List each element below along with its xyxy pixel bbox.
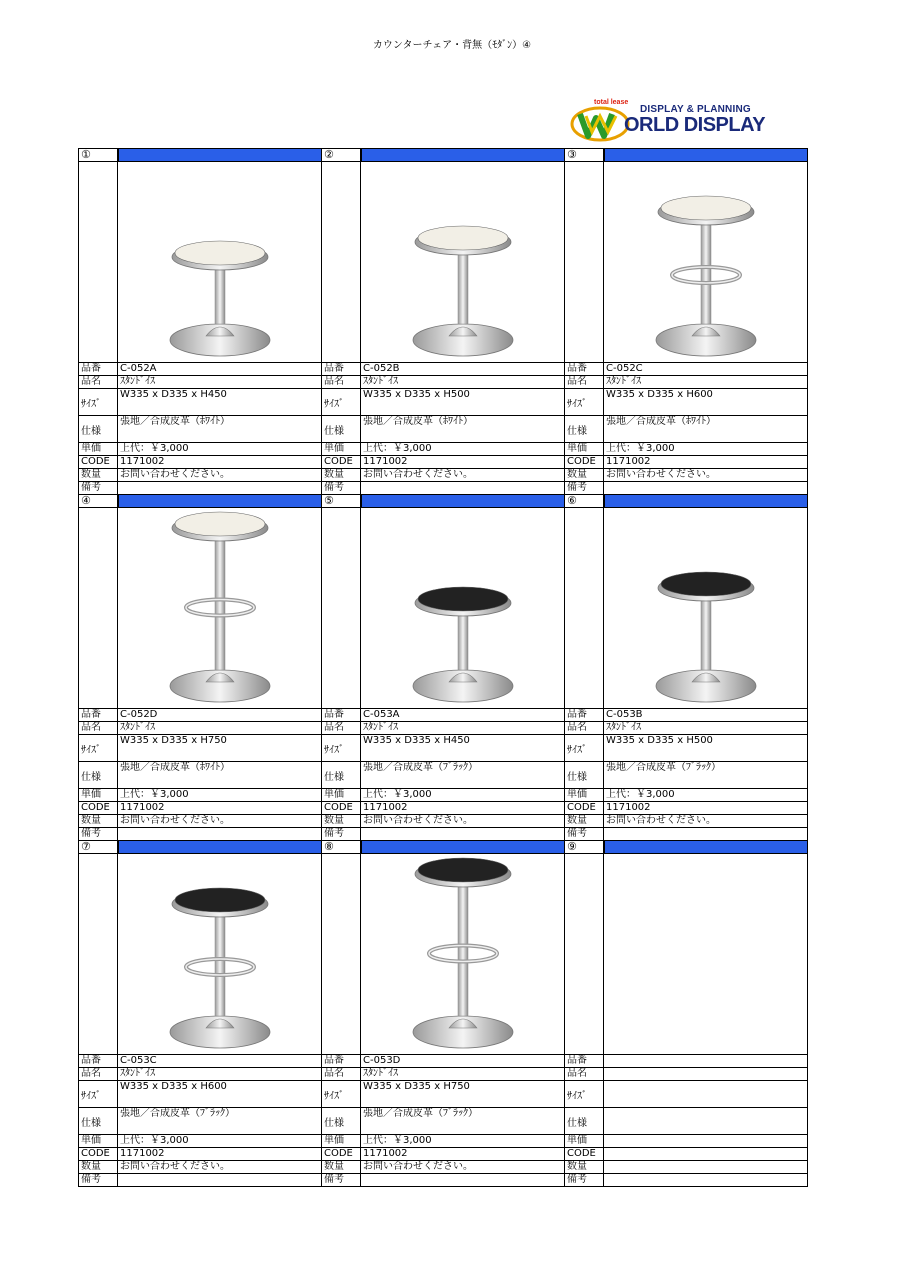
w-mark-icon <box>570 104 630 144</box>
spec-label: ｻｲｽﾞ <box>321 389 361 415</box>
spec-label: 品番 <box>321 709 361 721</box>
spec-label: 数量 <box>321 815 361 827</box>
spec-value <box>118 482 322 494</box>
spec-table <box>321 362 565 495</box>
spec-value: C-053C <box>118 1055 322 1067</box>
product-cell <box>321 840 565 1186</box>
spec-row-hinmei <box>321 721 565 734</box>
spec-row-tanka <box>78 442 322 455</box>
spec-label: CODE <box>564 1148 604 1160</box>
spec-row-hinban <box>321 1054 565 1067</box>
spec-label: 単価 <box>78 789 118 801</box>
product-cell <box>321 494 565 840</box>
spec-value: W335 x D335 x H500 <box>361 389 565 415</box>
spec-label: 単価 <box>321 1135 361 1147</box>
cell-header <box>321 840 565 854</box>
left-column <box>78 854 118 1054</box>
spec-label: 備考 <box>321 482 361 494</box>
logo-small-text: total lease <box>594 99 629 106</box>
spec-value: 張地／合成皮革（ﾌﾞﾗｯｸ） <box>361 762 565 788</box>
spec-row-code <box>564 455 808 468</box>
item-number: ⑥ <box>564 494 604 508</box>
spec-label: 仕様 <box>78 1108 118 1134</box>
spec-value <box>604 1055 808 1067</box>
spec-row-hinban <box>564 708 808 721</box>
spec-value: W335 x D335 x H450 <box>361 735 565 761</box>
spec-value <box>361 828 565 840</box>
spec-value: ｽﾀﾝﾄﾞｲｽ <box>118 376 322 388</box>
spec-value: 1171002 <box>118 802 322 814</box>
spec-label: 数量 <box>78 1161 118 1173</box>
spec-row-suuryou <box>321 1160 565 1173</box>
spec-value: C-052C <box>604 363 808 375</box>
spec-row-hinmei <box>564 1067 808 1080</box>
cell-header <box>564 494 808 508</box>
spec-label: 品番 <box>564 363 604 375</box>
spec-row-tanka <box>564 788 808 801</box>
spec-table <box>564 708 808 841</box>
item-number: ⑤ <box>321 494 361 508</box>
spec-label: 品名 <box>78 722 118 734</box>
spec-value: W335 x D335 x H600 <box>118 1081 322 1107</box>
spec-value: 上代：￥3,000 <box>118 1135 322 1147</box>
spec-row-hinban <box>78 362 322 375</box>
left-column <box>78 162 118 362</box>
spec-value <box>604 1081 808 1107</box>
spec-value: 1171002 <box>118 456 322 468</box>
spec-value: C-052D <box>118 709 322 721</box>
cell-header <box>78 494 322 508</box>
page-title: カウンターチェア・背無（ﾓﾀﾞﾝ）④ <box>372 40 532 51</box>
spec-label: 品名 <box>321 1068 361 1080</box>
spec-label: 備考 <box>321 828 361 840</box>
spec-row-bikou <box>564 481 808 495</box>
spec-label: 品番 <box>78 709 118 721</box>
header-band <box>361 148 565 162</box>
item-number: ③ <box>564 148 604 162</box>
product-cell <box>564 840 808 1186</box>
spec-value: 1171002 <box>604 802 808 814</box>
spec-label: 備考 <box>321 1174 361 1186</box>
item-number: ④ <box>78 494 118 508</box>
stool-illustration <box>361 508 565 708</box>
spec-row-size <box>321 1080 565 1107</box>
spec-label: 品名 <box>78 376 118 388</box>
spec-row-bikou <box>321 827 565 841</box>
stool-illustration <box>361 162 565 362</box>
header-band <box>118 494 322 508</box>
spec-label: CODE <box>564 456 604 468</box>
spec-label: 仕様 <box>78 416 118 442</box>
spec-label: CODE <box>321 456 361 468</box>
product-cell <box>78 494 322 840</box>
spec-value: C-052B <box>361 363 565 375</box>
spec-row-hinban <box>564 1054 808 1067</box>
spec-label: 単価 <box>321 443 361 455</box>
spec-value: ｽﾀﾝﾄﾞｲｽ <box>361 1068 565 1080</box>
stool-illustration <box>604 162 808 362</box>
spec-value: 張地／合成皮革（ﾌﾞﾗｯｸ） <box>118 1108 322 1134</box>
spec-value: C-052A <box>118 363 322 375</box>
product-cell <box>321 148 565 494</box>
spec-label: 数量 <box>78 815 118 827</box>
spec-value: お問い合わせください。 <box>361 1161 565 1173</box>
spec-row-hinmei <box>564 375 808 388</box>
spec-table <box>78 362 322 495</box>
logo-wordmark: ORLD DISPLAY <box>624 114 766 136</box>
product-photo <box>361 162 565 362</box>
item-number: ⑦ <box>78 840 118 854</box>
spec-label: 数量 <box>564 469 604 481</box>
spec-label: ｻｲｽﾞ <box>564 389 604 415</box>
spec-row-shiyou <box>321 1107 565 1134</box>
spec-label: 品番 <box>564 709 604 721</box>
spec-value: お問い合わせください。 <box>361 469 565 481</box>
spec-row-hinmei <box>78 375 322 388</box>
item-number: ① <box>78 148 118 162</box>
spec-row-code <box>564 1147 808 1160</box>
spec-value: 上代：￥3,000 <box>118 789 322 801</box>
spec-row-suuryou <box>78 1160 322 1173</box>
spec-value: W335 x D335 x H750 <box>118 735 322 761</box>
spec-label: 品番 <box>78 363 118 375</box>
header-band <box>604 148 808 162</box>
spec-row-shiyou <box>564 1107 808 1134</box>
header-band <box>604 840 808 854</box>
product-sheet <box>78 148 808 1186</box>
spec-value: 張地／合成皮革（ﾎﾜｲﾄ） <box>361 416 565 442</box>
spec-value: W335 x D335 x H750 <box>361 1081 565 1107</box>
spec-row-suuryou <box>564 1160 808 1173</box>
spec-label: ｻｲｽﾞ <box>321 1081 361 1107</box>
spec-value: お問い合わせください。 <box>604 469 808 481</box>
item-number: ⑧ <box>321 840 361 854</box>
left-column <box>564 854 604 1054</box>
spec-row-hinban <box>564 362 808 375</box>
spec-label: 品番 <box>564 1055 604 1067</box>
stool-illustration <box>118 508 322 708</box>
spec-label: 備考 <box>78 828 118 840</box>
product-photo <box>361 508 565 708</box>
spec-label: 品番 <box>321 363 361 375</box>
spec-row-hinban <box>321 362 565 375</box>
header-band <box>361 494 565 508</box>
spec-value: W335 x D335 x H600 <box>604 389 808 415</box>
spec-value: 1171002 <box>361 456 565 468</box>
spec-label: ｻｲｽﾞ <box>78 389 118 415</box>
spec-value: お問い合わせください。 <box>361 815 565 827</box>
spec-label: 備考 <box>564 1174 604 1186</box>
spec-table <box>321 708 565 841</box>
header-band <box>604 494 808 508</box>
spec-label: 単価 <box>564 1135 604 1147</box>
spec-row-shiyou <box>321 761 565 788</box>
spec-row-tanka <box>564 1134 808 1147</box>
spec-label: CODE <box>78 456 118 468</box>
spec-row-suuryou <box>564 814 808 827</box>
left-column <box>564 508 604 708</box>
logo-tagline: DISPLAY & PLANNING <box>640 104 751 115</box>
spec-value: 1171002 <box>604 456 808 468</box>
spec-value <box>361 482 565 494</box>
spec-label: 品名 <box>564 1068 604 1080</box>
header-band <box>118 840 322 854</box>
spec-value: ｽﾀﾝﾄﾞｲｽ <box>118 722 322 734</box>
spec-value: お問い合わせください。 <box>118 469 322 481</box>
spec-row-suuryou <box>564 468 808 481</box>
stool-illustration <box>118 162 322 362</box>
spec-label: CODE <box>321 802 361 814</box>
spec-value: 上代：￥3,000 <box>361 789 565 801</box>
spec-row-bikou <box>78 481 322 495</box>
spec-row-tanka <box>321 442 565 455</box>
spec-value: 上代：￥3,000 <box>118 443 322 455</box>
spec-value: 1171002 <box>118 1148 322 1160</box>
spec-row-size <box>564 388 808 415</box>
spec-label: 品名 <box>321 376 361 388</box>
spec-row-shiyou <box>78 761 322 788</box>
spec-row-hinmei <box>78 721 322 734</box>
spec-label: CODE <box>321 1148 361 1160</box>
item-number: ② <box>321 148 361 162</box>
spec-row-size <box>78 734 322 761</box>
spec-value: 張地／合成皮革（ﾌﾞﾗｯｸ） <box>361 1108 565 1134</box>
spec-value: 上代：￥3,000 <box>361 443 565 455</box>
spec-label: 数量 <box>321 1161 361 1173</box>
spec-value: お問い合わせください。 <box>604 815 808 827</box>
spec-row-code <box>564 801 808 814</box>
spec-label: 備考 <box>564 482 604 494</box>
spec-value: ｽﾀﾝﾄﾞｲｽ <box>604 722 808 734</box>
spec-value: 張地／合成皮革（ﾎﾜｲﾄ） <box>118 416 322 442</box>
spec-value: ｽﾀﾝﾄﾞｲｽ <box>604 376 808 388</box>
spec-table <box>78 1054 322 1187</box>
spec-label: 品番 <box>78 1055 118 1067</box>
spec-label: 仕様 <box>78 762 118 788</box>
product-cell <box>78 148 322 494</box>
spec-value: 張地／合成皮革（ﾌﾞﾗｯｸ） <box>604 762 808 788</box>
spec-value: お問い合わせください。 <box>118 815 322 827</box>
spec-label: 備考 <box>564 828 604 840</box>
spec-row-size <box>564 734 808 761</box>
cell-header <box>321 494 565 508</box>
spec-label: ｻｲｽﾞ <box>78 735 118 761</box>
spec-label: 数量 <box>321 469 361 481</box>
spec-table <box>321 1054 565 1187</box>
spec-label: ｻｲｽﾞ <box>321 735 361 761</box>
stool-illustration <box>361 854 565 1054</box>
spec-row-bikou <box>321 481 565 495</box>
spec-row-hinmei <box>321 1067 565 1080</box>
spec-value: 上代：￥3,000 <box>604 789 808 801</box>
spec-row-code <box>321 455 565 468</box>
left-column <box>78 508 118 708</box>
spec-value <box>604 1161 808 1173</box>
spec-value: ｽﾀﾝﾄﾞｲｽ <box>118 1068 322 1080</box>
spec-row-shiyou <box>78 1107 322 1134</box>
spec-row-hinban <box>78 708 322 721</box>
spec-row-hinban <box>78 1054 322 1067</box>
product-photo <box>118 854 322 1054</box>
spec-label: CODE <box>78 802 118 814</box>
spec-row-shiyou <box>321 415 565 442</box>
spec-row-suuryou <box>78 468 322 481</box>
spec-value: 上代：￥3,000 <box>604 443 808 455</box>
spec-row-bikou <box>564 827 808 841</box>
spec-value: 1171002 <box>361 1148 565 1160</box>
spec-label: 仕様 <box>321 762 361 788</box>
spec-value: ｽﾀﾝﾄﾞｲｽ <box>361 722 565 734</box>
spec-value: ｽﾀﾝﾄﾞｲｽ <box>361 376 565 388</box>
spec-row-code <box>321 1147 565 1160</box>
cell-header <box>78 148 322 162</box>
cell-header <box>564 840 808 854</box>
spec-row-hinban <box>321 708 565 721</box>
spec-row-bikou <box>321 1173 565 1187</box>
spec-row-suuryou <box>78 814 322 827</box>
spec-row-suuryou <box>321 814 565 827</box>
spec-row-tanka <box>78 788 322 801</box>
spec-value <box>604 1174 808 1186</box>
spec-table <box>564 362 808 495</box>
header-band <box>361 840 565 854</box>
cell-header <box>321 148 565 162</box>
spec-value <box>118 828 322 840</box>
spec-value: 張地／合成皮革（ﾎﾜｲﾄ） <box>118 762 322 788</box>
spec-value: C-053D <box>361 1055 565 1067</box>
spec-label: CODE <box>564 802 604 814</box>
spec-value: 1171002 <box>361 802 565 814</box>
spec-row-tanka <box>321 788 565 801</box>
spec-row-bikou <box>78 827 322 841</box>
cell-header <box>564 148 808 162</box>
spec-row-tanka <box>78 1134 322 1147</box>
spec-label: ｻｲｽﾞ <box>564 735 604 761</box>
product-cell <box>564 148 808 494</box>
left-column <box>564 162 604 362</box>
spec-row-shiyou <box>564 415 808 442</box>
spec-label: 数量 <box>564 815 604 827</box>
product-cell <box>78 840 322 1186</box>
spec-value: 張地／合成皮革（ﾎﾜｲﾄ） <box>604 416 808 442</box>
spec-row-suuryou <box>321 468 565 481</box>
spec-value: C-053A <box>361 709 565 721</box>
left-column <box>321 162 361 362</box>
spec-row-size <box>564 1080 808 1107</box>
spec-value <box>118 1174 322 1186</box>
spec-label: 仕様 <box>564 1108 604 1134</box>
product-photo <box>604 854 808 1054</box>
spec-row-size <box>78 388 322 415</box>
header-band <box>118 148 322 162</box>
world-display-logo <box>570 100 810 144</box>
spec-label: 単価 <box>78 443 118 455</box>
spec-row-code <box>78 455 322 468</box>
product-photo <box>361 854 565 1054</box>
spec-row-shiyou <box>564 761 808 788</box>
spec-value: W335 x D335 x H500 <box>604 735 808 761</box>
product-cell <box>564 494 808 840</box>
spec-row-shiyou <box>78 415 322 442</box>
spec-label: 品番 <box>321 1055 361 1067</box>
spec-label: 数量 <box>564 1161 604 1173</box>
spec-value: お問い合わせください。 <box>118 1161 322 1173</box>
spec-label: 単価 <box>321 789 361 801</box>
cell-header <box>78 840 322 854</box>
spec-value <box>604 1068 808 1080</box>
spec-value <box>604 1135 808 1147</box>
product-photo <box>604 508 808 708</box>
left-column <box>321 854 361 1054</box>
spec-value <box>604 482 808 494</box>
spec-row-code <box>78 801 322 814</box>
stool-illustration <box>604 508 808 708</box>
spec-label: 備考 <box>78 482 118 494</box>
item-number: ⑨ <box>564 840 604 854</box>
spec-label: 品名 <box>78 1068 118 1080</box>
spec-label: 仕様 <box>564 416 604 442</box>
spec-row-bikou <box>564 1173 808 1187</box>
spec-label: 仕様 <box>564 762 604 788</box>
product-photo <box>118 162 322 362</box>
spec-row-bikou <box>78 1173 322 1187</box>
product-photo <box>118 508 322 708</box>
spec-label: 単価 <box>78 1135 118 1147</box>
spec-value <box>604 828 808 840</box>
spec-row-size <box>321 734 565 761</box>
spec-label: 品名 <box>564 376 604 388</box>
stool-illustration <box>118 854 322 1054</box>
spec-row-size <box>78 1080 322 1107</box>
spec-row-hinmei <box>321 375 565 388</box>
spec-value <box>604 1108 808 1134</box>
spec-row-code <box>321 801 565 814</box>
spec-row-hinmei <box>564 721 808 734</box>
spec-row-code <box>78 1147 322 1160</box>
spec-label: 単価 <box>564 443 604 455</box>
product-photo <box>604 162 808 362</box>
spec-row-hinmei <box>78 1067 322 1080</box>
spec-row-tanka <box>564 442 808 455</box>
spec-value <box>361 1174 565 1186</box>
spec-label: 仕様 <box>321 416 361 442</box>
spec-label: 仕様 <box>321 1108 361 1134</box>
spec-row-size <box>321 388 565 415</box>
spec-label: 備考 <box>78 1174 118 1186</box>
spec-label: 品名 <box>564 722 604 734</box>
spec-value <box>604 1148 808 1160</box>
spec-table <box>78 708 322 841</box>
spec-value: W335 x D335 x H450 <box>118 389 322 415</box>
spec-value: 上代：￥3,000 <box>361 1135 565 1147</box>
spec-label: ｻｲｽﾞ <box>78 1081 118 1107</box>
spec-value: C-053B <box>604 709 808 721</box>
spec-label: 品名 <box>321 722 361 734</box>
spec-table <box>564 1054 808 1187</box>
spec-label: 数量 <box>78 469 118 481</box>
spec-label: ｻｲｽﾞ <box>564 1081 604 1107</box>
spec-row-tanka <box>321 1134 565 1147</box>
spec-label: 単価 <box>564 789 604 801</box>
left-column <box>321 508 361 708</box>
spec-label: CODE <box>78 1148 118 1160</box>
